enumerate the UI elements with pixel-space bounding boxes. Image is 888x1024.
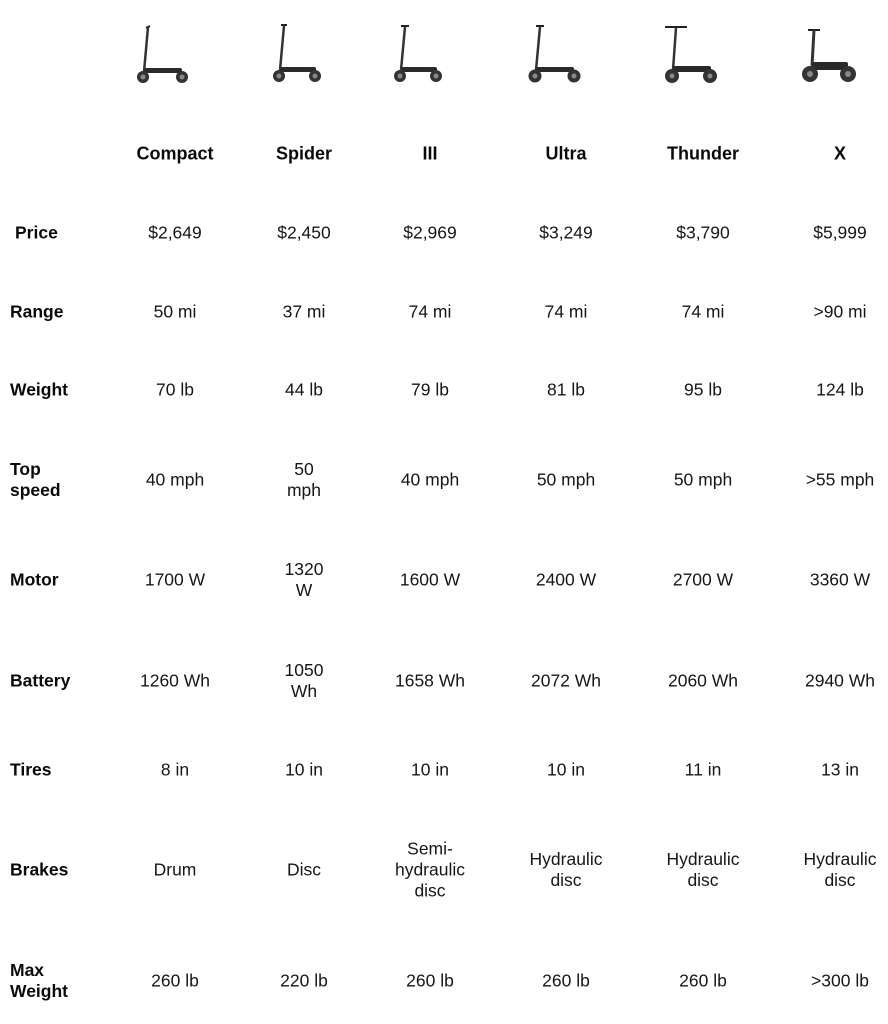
cell-max-weight-compact: 260 lb (151, 970, 199, 991)
cell-range-spider: 37 mi (282, 301, 326, 322)
cell-max-weight-iii: 260 lb (406, 970, 454, 991)
cell-motor-compact: 1700 W (144, 569, 206, 590)
row-label-max-weight: Max Weight (10, 960, 69, 1001)
cell-max-weight-thunder: 260 lb (679, 970, 727, 991)
cell-brakes-x: Hydraulic disc (803, 849, 877, 890)
cell-weight-spider: 44 lb (285, 379, 323, 400)
cell-range-thunder: 74 mi (681, 301, 725, 322)
cell-weight-compact: 70 lb (156, 379, 194, 400)
cell-brakes-thunder: Hydraulic disc (666, 849, 740, 890)
cell-weight-thunder: 95 lb (684, 379, 722, 400)
scooter-compact-image (130, 20, 200, 90)
scooter-thunder-image (657, 20, 727, 90)
cell-battery-ultra: 2072 Wh (530, 670, 602, 691)
cell-tires-iii: 10 in (411, 759, 449, 780)
cell-brakes-iii: Semi-hydraulic disc (394, 838, 466, 901)
column-header-compact: Compact (136, 143, 214, 164)
cell-motor-ultra: 2400 W (535, 569, 597, 590)
cell-price-x: $5,999 (813, 222, 867, 243)
cell-battery-compact: 1260 Wh (139, 670, 211, 691)
cell-motor-x: 3360 W (809, 569, 871, 590)
cell-price-iii: $2,969 (403, 222, 457, 243)
row-label-price: Price (15, 222, 58, 243)
scooter-ultra-image (521, 20, 591, 90)
cell-brakes-compact: Drum (153, 859, 197, 880)
cell-top-speed-ultra: 50 mph (536, 469, 596, 490)
column-header-ultra: Ultra (545, 143, 587, 164)
row-label-weight: Weight (10, 379, 69, 400)
column-header-x: X (833, 143, 847, 164)
cell-max-weight-x: >300 lb (811, 970, 869, 991)
column-header-spider: Spider (275, 143, 333, 164)
cell-max-weight-ultra: 260 lb (542, 970, 590, 991)
cell-motor-iii: 1600 W (399, 569, 461, 590)
cell-price-spider: $2,450 (277, 222, 331, 243)
cell-range-ultra: 74 mi (544, 301, 588, 322)
cell-weight-x: 124 lb (816, 379, 864, 400)
scooter-x-image (794, 20, 864, 90)
cell-range-compact: 50 mi (153, 301, 197, 322)
column-header-thunder: Thunder (667, 143, 739, 164)
cell-battery-iii: 1658 Wh (394, 670, 466, 691)
column-header-iii: III (422, 143, 438, 164)
cell-range-iii: 74 mi (408, 301, 452, 322)
cell-brakes-ultra: Hydraulic disc (529, 849, 603, 890)
cell-top-speed-x: >55 mph (805, 469, 875, 490)
cell-top-speed-spider: 50 mph (286, 459, 322, 500)
cell-max-weight-spider: 220 lb (280, 970, 328, 991)
row-label-motor: Motor (10, 569, 59, 590)
cell-motor-spider: 1320 W (284, 559, 324, 600)
cell-tires-ultra: 10 in (547, 759, 585, 780)
cell-motor-thunder: 2700 W (672, 569, 734, 590)
cell-tires-compact: 8 in (160, 759, 190, 780)
cell-top-speed-iii: 40 mph (400, 469, 460, 490)
scooter-iii-image (385, 20, 455, 90)
cell-tires-x: 13 in (821, 759, 859, 780)
cell-weight-iii: 79 lb (411, 379, 449, 400)
cell-battery-x: 2940 Wh (804, 670, 876, 691)
cell-tires-thunder: 11 in (684, 759, 722, 780)
cell-tires-spider: 10 in (285, 759, 323, 780)
cell-battery-spider: 1050 Wh (284, 660, 324, 701)
cell-range-x: >90 mi (813, 301, 867, 322)
cell-top-speed-thunder: 50 mph (673, 469, 733, 490)
row-label-range: Range (10, 301, 64, 322)
cell-brakes-spider: Disc (286, 859, 322, 880)
cell-weight-ultra: 81 lb (547, 379, 585, 400)
row-label-top-speed: Top speed (10, 459, 61, 500)
cell-price-compact: $2,649 (148, 222, 202, 243)
cell-battery-thunder: 2060 Wh (667, 670, 739, 691)
cell-price-ultra: $3,249 (539, 222, 593, 243)
row-label-tires: Tires (10, 759, 52, 780)
cell-top-speed-compact: 40 mph (145, 469, 205, 490)
scooter-spider-image (265, 20, 335, 90)
row-label-battery: Battery (10, 670, 71, 691)
row-label-brakes: Brakes (10, 859, 69, 880)
cell-price-thunder: $3,790 (676, 222, 730, 243)
